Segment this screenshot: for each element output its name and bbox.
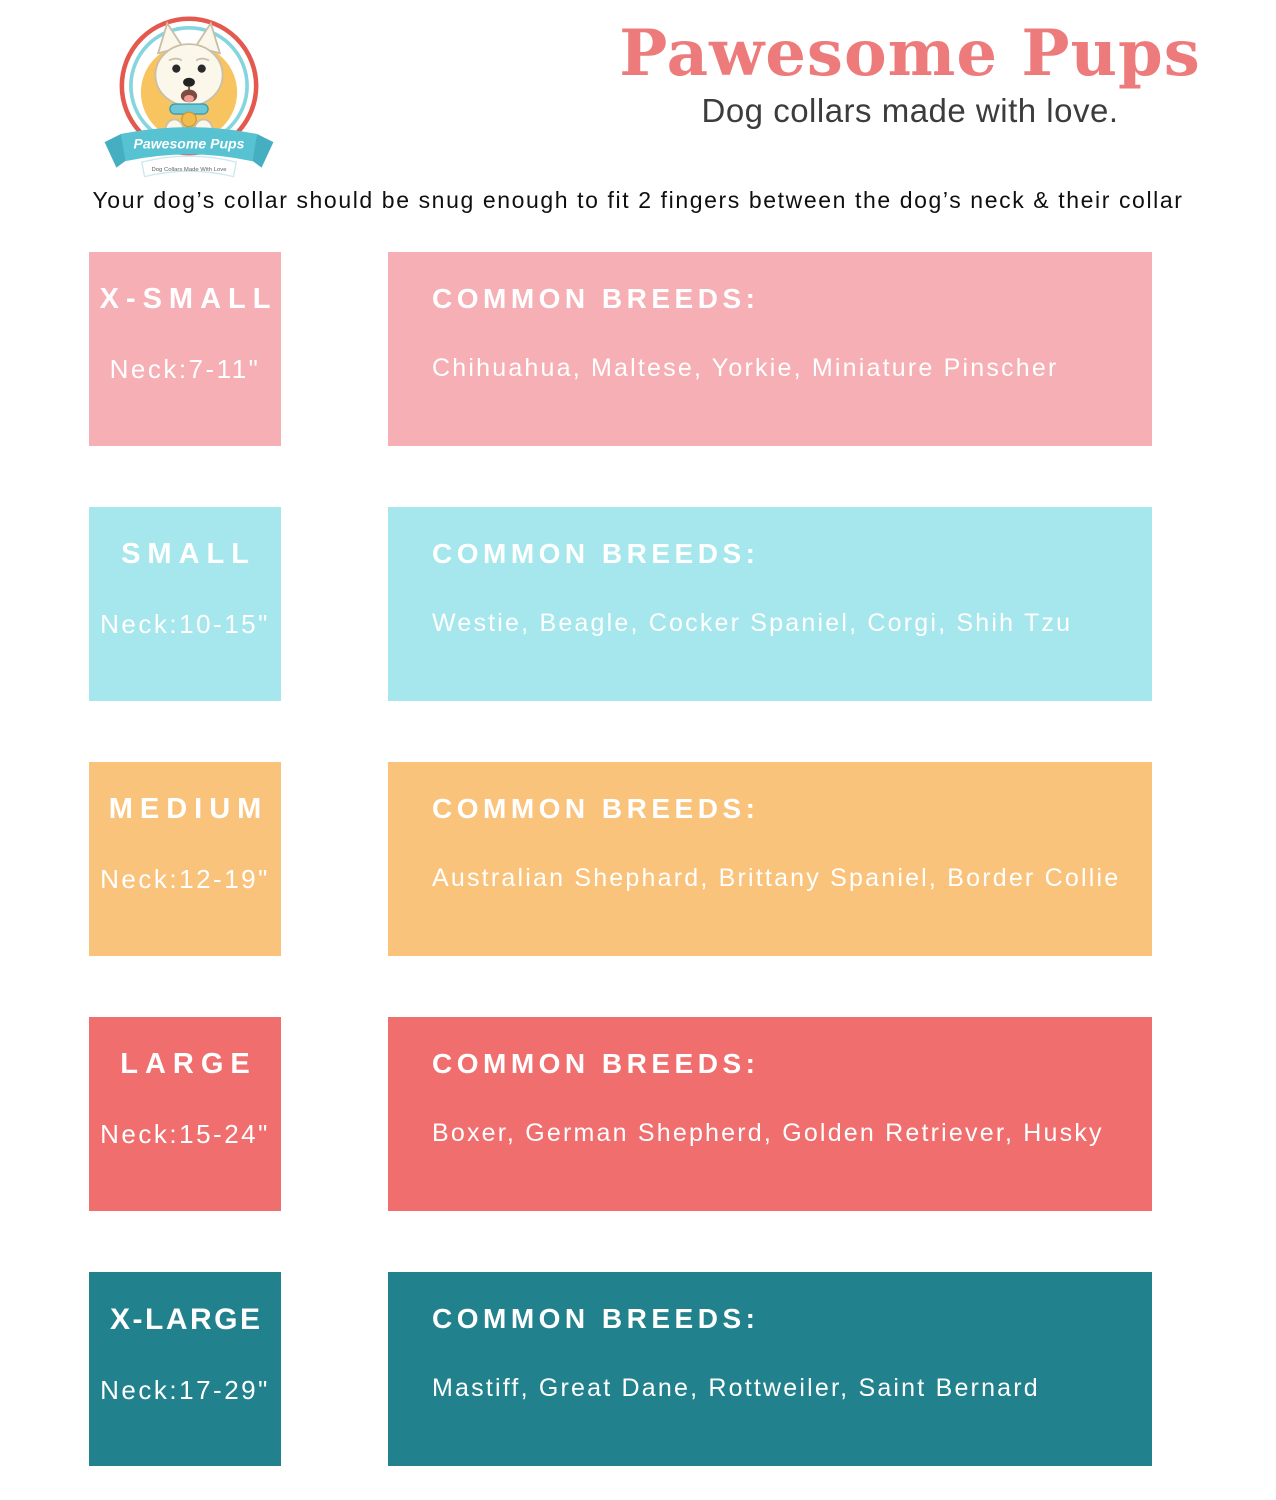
neck-range: Neck:17-29" [100,1375,270,1405]
size-name: LARGE [120,1048,257,1080]
dog-left-eye [172,65,180,73]
size-row-xsmall [89,252,1152,446]
size-name: SMALL [121,538,256,570]
logo-ribbon-banner [105,127,274,176]
size-block [89,507,281,701]
fit-tip-tagline: Your dog’s collar should be snug enough to fit 2 fingers between the dog’s neck & their collar [92,187,1184,213]
breeds-block [388,252,1152,446]
breeds-list: Westie, Beagle, Cocker Spaniel, Corgi, Shih Tzu [432,609,1073,637]
size-block [89,1272,281,1466]
brand-block [600,16,1220,130]
common-breeds-heading: COMMON BREEDS: [432,793,760,824]
breeds-list: Chihuahua, Maltese, Yorkie, Miniature Pinscher [432,354,1059,382]
dog-nose [183,78,195,87]
breeds-list: Boxer, German Shepherd, Golden Retriever, Husky [432,1119,1104,1147]
size-name: X-LARGE [110,1303,263,1336]
size-block [89,252,281,446]
neck-range: Neck:15-24" [100,1119,270,1149]
common-breeds-heading: COMMON BREEDS: [432,1048,760,1079]
neck-range: Neck:7-11" [109,354,261,384]
breeds-block [388,507,1152,701]
breeds-block [388,1017,1152,1211]
breeds-block [388,762,1152,956]
logo-banner-subtext: Dog Collars Made With Love [151,167,227,174]
dog-collar-tag [182,112,197,127]
dog-tongue [184,95,194,102]
breeds-list: Australian Shephard, Brittany Spaniel, Border Collie [432,864,1121,892]
dog-right-eye [198,65,206,73]
breeds-block [388,1272,1152,1466]
breeds-list: Mastiff, Great Dane, Rottweiler, Saint Bernard [432,1374,1040,1402]
brand-title: Pawesome Pups [619,16,1201,91]
logo-banner-text: Pawesome Pups [133,135,245,152]
common-breeds-heading: COMMON BREEDS: [432,283,760,314]
brand-subtitle: Dog collars made with love. [701,92,1119,129]
size-name: MEDIUM [108,793,269,825]
size-chart [89,252,1152,1466]
size-block [89,1017,281,1211]
size-row-small [89,507,1152,701]
common-breeds-heading: COMMON BREEDS: [432,1303,760,1334]
brand-logo [98,6,280,183]
size-row-xlarge [89,1272,1152,1466]
size-name: X-SMALL [99,283,278,315]
size-row-large [89,1017,1152,1211]
neck-range: Neck:10-15" [100,609,270,639]
common-breeds-heading: COMMON BREEDS: [432,538,760,569]
size-block [89,762,281,956]
size-row-medium [89,762,1152,956]
neck-range: Neck:12-19" [100,864,270,894]
